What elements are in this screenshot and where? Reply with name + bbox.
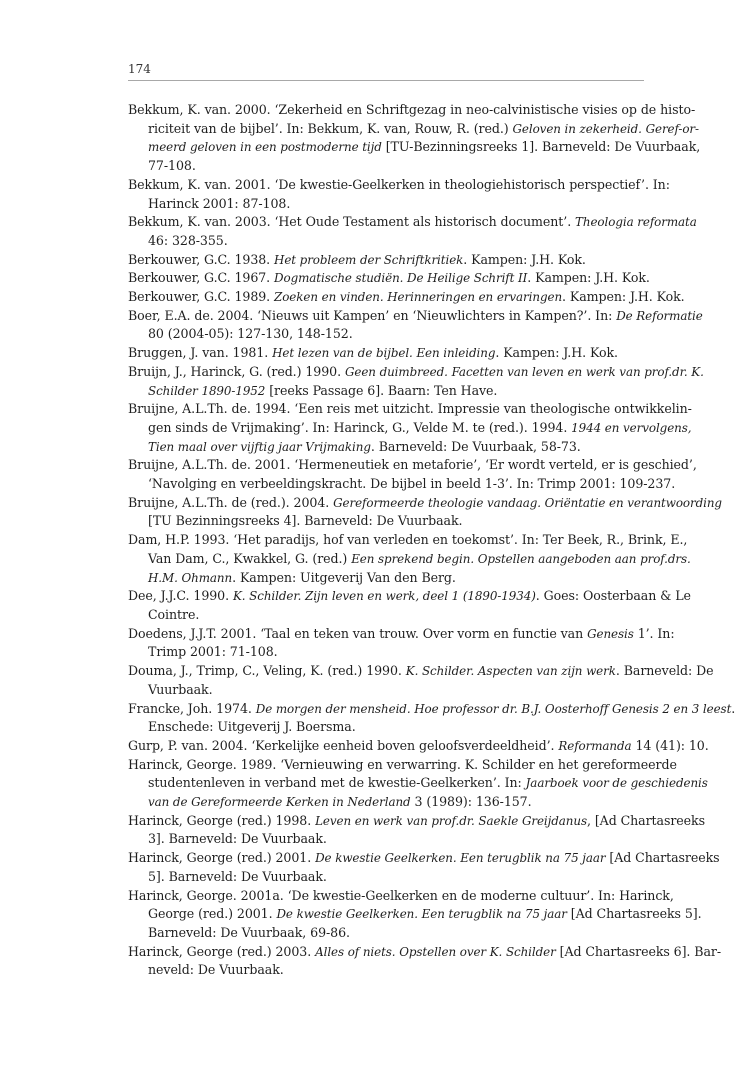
reference-text: . Kampen: J.H. Kok.: [463, 251, 586, 267]
reference-text: . Kampen: J.H. Kok.: [562, 289, 685, 305]
reference-list: [128, 101, 736, 980]
header-rule: [128, 80, 644, 81]
reference-entry: [128, 662, 714, 699]
reference-entry: [128, 625, 675, 662]
reference-text: neveld: De Vuurbaak.: [148, 962, 284, 978]
reference-line: [128, 307, 703, 326]
reference-entry: [128, 700, 736, 737]
reference-line: [128, 943, 721, 962]
reference-text: . Kampen: Uitgeverij Van den Berg.: [232, 569, 456, 585]
reference-title-text: De kwestie Geelkerken. Een terugblik na 75 jaar: [276, 907, 567, 922]
reference-line: [128, 793, 665, 812]
reference-entry: [128, 531, 691, 587]
reference-title-text: Het probleem der Schriftkritiek: [274, 252, 464, 267]
reference-text: [TU-Bezinningsreeks 1]. Barneveld: De Vuurbaak,: [381, 139, 701, 155]
reference-text: Douma, J., Trimp, C., Veling, K. (red.) 1990.: [128, 663, 406, 679]
reference-title-text: meerd geloven in een postmoderne tijd: [148, 140, 382, 155]
reference-text: Bekkum, K. van. 2001. ‘De kwestie-Geelkerken in theologiehistorisch perspectief’. In:: [128, 176, 670, 192]
reference-text: Harinck 2001: 87-108.: [148, 195, 291, 211]
reference-line: [128, 438, 665, 457]
reference-text: Gurp, P. van. 2004. ‘Kerkelijke eenheid boven geloofsverdeeldheid’.: [128, 737, 559, 753]
reference-text: Doedens, J.J.T. 2001. ‘Taal en teken van trouw. Over vorm en functie van: [128, 625, 588, 641]
reference-line: [128, 550, 691, 569]
reference-text: . Goes: Oosterbaan & Le: [535, 588, 691, 604]
reference-line: [128, 812, 705, 831]
reference-entry: [128, 494, 722, 531]
reference-entry: [128, 269, 650, 288]
reference-title-text: Zoeken en vinden. Herinneringen en ervaringen: [274, 290, 563, 305]
reference-text: [TU Bezinningsreeks 4]. Barneveld: De Vuurbaak.: [148, 513, 463, 529]
reference-entry: [128, 176, 670, 213]
reference-text: Francke, Joh. 1974.: [128, 700, 256, 716]
reference-title-text: Geloven in zekerheid. Geref-or-: [512, 121, 699, 136]
reference-entry: [128, 812, 705, 849]
reference-entry: [128, 849, 720, 886]
reference-text: . Barneveld: De Vuurbaak, 58-73.: [370, 438, 581, 454]
reference-text: Bekkum, K. van. 2000. ‘Zekerheid en Schriftgezag in neo-calvinistische visies op de histo-: [128, 102, 696, 117]
reference-entry: [128, 363, 704, 400]
reference-line: [128, 681, 665, 700]
reference-entry: [128, 344, 645, 363]
reference-text: Van Dam, C., Kwakkel, G. (red.): [148, 550, 352, 566]
reference-entry: [128, 251, 645, 270]
reference-entry: [128, 213, 697, 250]
reference-text: Bekkum, K. van. 2003. ‘Het Oude Testament als historisch document’.: [128, 214, 576, 230]
reference-text: [reeks Passage 6]. Baarn: Ten Have.: [265, 382, 498, 398]
reference-text: 46: 328-355.: [148, 232, 228, 248]
reference-text: 80 (2004-05): 127-130, 148-152.: [148, 326, 353, 342]
reference-line: [128, 887, 674, 906]
reference-title-text: Alles of niets. Opstellen over K. Schilder: [315, 944, 556, 959]
reference-entry: [128, 737, 709, 756]
reference-text: Bruggen, J. van. 1981.: [128, 345, 273, 361]
reference-text: ‘Navolging en verbeeldingskracht. De bijbel in beeld 1-3’. In: Trimp 2001: 109-237.: [148, 476, 676, 492]
reference-title-text: Jaarboek voor de geschiedenis: [525, 776, 708, 791]
reference-entry: [128, 307, 703, 344]
reference-title-text: Tien maal over vijftig jaar Vrijmaking: [148, 439, 371, 454]
reference-title-text: De Reformatie: [616, 308, 703, 323]
reference-line: [128, 176, 670, 195]
reference-line: [128, 830, 665, 849]
reference-text: Harinck, George (red.) 2003.: [128, 943, 316, 959]
reference-line: [128, 120, 699, 139]
reference-text: 77-108.: [148, 158, 196, 174]
reference-text: 1’. In:: [633, 625, 675, 641]
reference-line: [128, 363, 704, 382]
reference-title-text: 1944 en vervolgens,: [571, 420, 692, 435]
reference-entry: [128, 756, 708, 812]
reference-line: [128, 587, 691, 606]
reference-line: [128, 232, 665, 251]
reference-title-text: K. Schilder. Aspecten van zijn werk: [405, 664, 616, 679]
reference-line: [128, 700, 735, 719]
reference-title-text: Dogmatische studiën. De Heilige Schrift II: [274, 271, 528, 286]
reference-line: [128, 625, 674, 644]
reference-text: Barneveld: De Vuurbaak, 69-86.: [148, 924, 350, 940]
reference-text: Bruijn, J., Harinck, G. (red.) 1990.: [128, 363, 345, 379]
reference-text: Harinck, George (red.) 1998.: [128, 812, 316, 828]
reference-title-text: Reformanda: [558, 738, 632, 753]
reference-line: [128, 344, 645, 363]
reference-title-text: Genesis: [587, 626, 634, 641]
reference-text: studentenleven in verband met de kwestie-Geelkerken’. In:: [148, 775, 526, 791]
reference-text: [Ad Chartasreeks 6]. Bar-: [555, 943, 722, 959]
reference-entry: [128, 101, 701, 176]
reference-title-text: De kwestie Geelkerken. Een terugblik na 75 jaar: [315, 851, 606, 866]
reference-line: [128, 531, 687, 550]
reference-line: [128, 924, 665, 943]
reference-line: [128, 774, 708, 793]
reference-line: [128, 475, 675, 494]
reference-line: [128, 606, 665, 625]
reference-title-text: Gereformeerde theologie vandaag. Oriëntatie en verantwoording: [333, 495, 722, 510]
reference-line: [128, 456, 697, 475]
reference-line: [128, 400, 692, 419]
reference-text: . Kampen: J.H. Kok.: [527, 270, 650, 286]
reference-entry: [128, 400, 692, 456]
reference-line: [128, 269, 650, 288]
reference-text: Harinck, George. 1989. ‘Vernieuwing en verwarring. K. Schilder en het gereformeerde: [128, 756, 677, 772]
reference-line: [128, 868, 665, 887]
reference-line: [128, 905, 702, 924]
reference-line: [128, 325, 665, 344]
reference-entry: [128, 587, 691, 624]
reference-title-text: Leven en werk van prof.dr. Saekle Greijdanus: [315, 813, 587, 828]
reference-text: Bruijne, A.L.Th. de. 2001. ‘Hermeneutiek en metaforie’, ‘Er wordt verteld, er is geschied’,: [128, 457, 697, 473]
reference-line: [128, 494, 722, 513]
reference-entry: [128, 943, 722, 980]
reference-text: [Ad Chartasreeks 5].: [566, 906, 702, 922]
reference-text: Enschede: Uitgeverij J. Boersma.: [148, 719, 356, 735]
reference-line: [128, 213, 697, 232]
reference-line: [128, 251, 645, 270]
reference-text: 14 (41): 10.: [631, 737, 709, 753]
reference-line: [128, 643, 665, 662]
reference-entry: [128, 887, 702, 943]
reference-text: Vuurbaak.: [148, 681, 213, 697]
reference-entry: [128, 288, 685, 307]
reference-line: [128, 756, 677, 775]
reference-line: [128, 569, 665, 588]
reference-title-text: Theologia reformata: [575, 215, 697, 230]
reference-text: 3 (1989): 136-157.: [410, 794, 532, 810]
reference-text: Bruijne, A.L.Th. de (red.). 2004.: [128, 494, 334, 510]
reference-title-text: Schilder 1890-1952: [148, 383, 266, 398]
reference-title-text: Het lezen van de bijbel. Een inleiding: [272, 346, 496, 361]
reference-line: [128, 157, 665, 176]
reference-text: 5]. Barneveld: De Vuurbaak.: [148, 868, 327, 884]
reference-title-text: van de Gereformeerde Kerken in Nederland: [148, 795, 411, 810]
reference-line: [128, 662, 713, 681]
reference-line: [128, 382, 665, 401]
reference-text: .: [731, 700, 736, 716]
reference-text: . Barneveld: De: [615, 663, 714, 679]
reference-text: , [Ad Chartasreeks: [587, 812, 705, 828]
reference-text: Boer, E.A. de. 2004. ‘Nieuws uit Kampen’ en ‘Nieuwlichters in Kampen?’. In:: [128, 307, 617, 323]
reference-text: 3]. Barneveld: De Vuurbaak.: [148, 831, 327, 847]
reference-title-text: K. Schilder. Zijn leven en werk, deel 1 (1890-1934): [232, 589, 536, 604]
reference-text: Dam, H.P. 1993. ‘Het paradijs, hof van verleden en toekomst’. In: Ter Beek, R., Brink, E.,: [128, 532, 688, 548]
reference-line: [128, 512, 665, 531]
reference-line: [128, 849, 720, 868]
reference-line: [128, 419, 691, 438]
reference-text: George (red.) 2001.: [148, 906, 277, 922]
reference-title-text: Geen duimbreed. Facetten van leven en werk van prof.dr. K.: [344, 364, 704, 379]
reference-line: [128, 288, 685, 307]
reference-title-text: H.M. Ohmann: [148, 570, 233, 585]
reference-text: Harinck, George. 2001a. ‘De kwestie-Geelkerken en de moderne cultuur’. In: Harinck,: [128, 887, 674, 903]
reference-text: Harinck, George (red.) 2001.: [128, 850, 316, 866]
reference-line: [128, 737, 709, 756]
reference-line: [128, 961, 665, 980]
page-number: 174: [128, 62, 151, 76]
reference-text: Cointre.: [148, 606, 200, 622]
reference-text: Berkouwer, G.C. 1938.: [128, 251, 275, 267]
reference-entry: [128, 456, 697, 493]
reference-title-text: Een sprekend begin. Opstellen aangeboden aan prof.drs.: [351, 551, 691, 566]
reference-text: Berkouwer, G.C. 1967.: [128, 270, 275, 286]
reference-text: Berkouwer, G.C. 1989.: [128, 289, 275, 305]
reference-text: Trimp 2001: 71-108.: [148, 644, 278, 660]
reference-text: Bruijne, A.L.Th. de. 1994. ‘Een reis met uitzicht. Impressie van theologische ontwikkelin-: [128, 401, 692, 417]
reference-text: Dee, J.J.C. 1990.: [128, 588, 233, 604]
reference-line: [128, 101, 695, 120]
reference-line: [128, 718, 665, 737]
reference-line: [128, 138, 700, 157]
reference-text: . Kampen: J.H. Kok.: [495, 345, 618, 361]
reference-title-text: De morgen der mensheid. Hoe professor dr. B.J. Oosterhoff Genesis 2 en 3 leest: [255, 701, 732, 716]
reference-text: gen sinds de Vrijmaking’. In: Harinck, G., Velde M. te (red.). 1994.: [148, 419, 572, 435]
reference-text: [Ad Chartasreeks: [605, 850, 720, 866]
reference-text: riciteit van de bijbel’. In: Bekkum, K. van, Rouw, R. (red.): [148, 120, 513, 136]
reference-line: [128, 195, 665, 214]
